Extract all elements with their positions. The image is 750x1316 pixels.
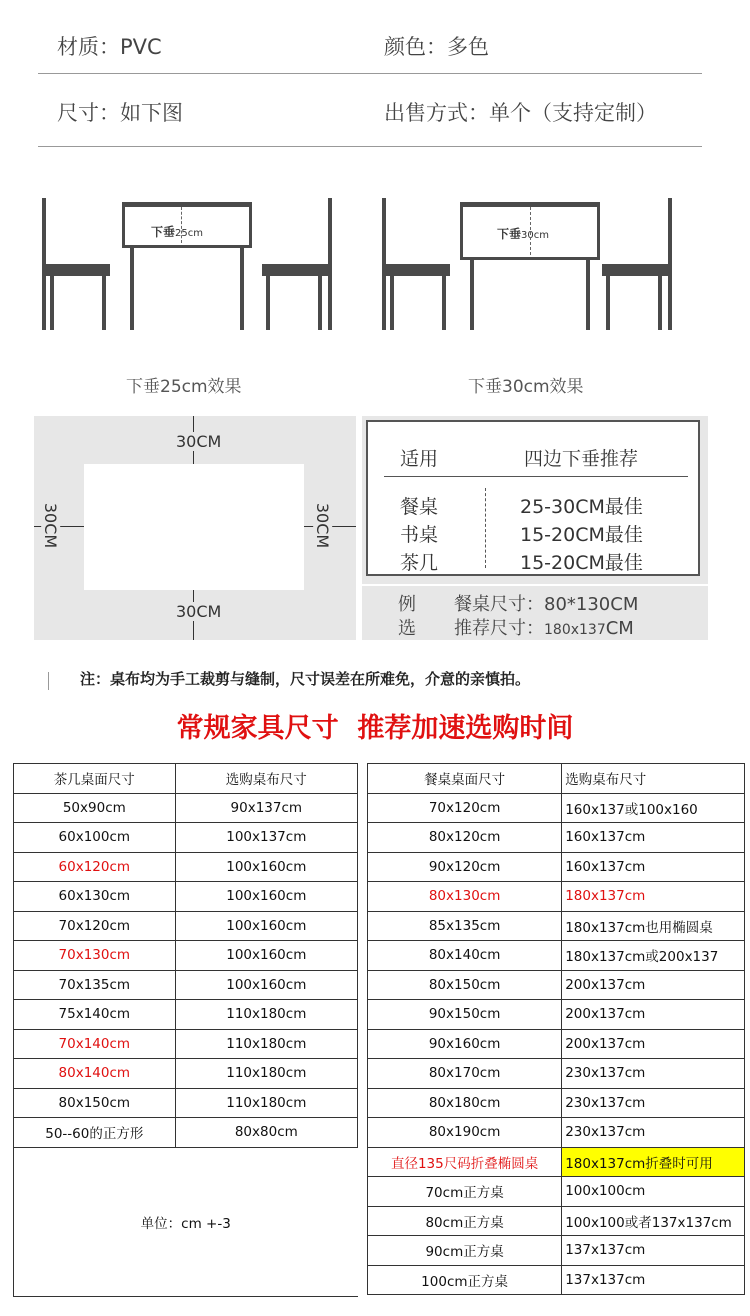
chair-left-seat [382,264,450,276]
table-row [14,1088,358,1118]
table-cell-size: 85x135cm [368,911,562,941]
drop-value: 25cm [175,228,203,239]
table-cell-size: 80x120cm [368,823,562,853]
table-row [368,941,745,971]
table-row [368,823,745,853]
table-cell-size: 70x120cm [14,911,176,941]
table-cell-size: 70x140cm [14,1029,176,1059]
table-row [368,1177,745,1207]
table-cell-size: 60x120cm [14,852,176,882]
recommend-header-right: 四边下垂推荐 [524,448,639,470]
drop-arrow [530,207,532,255]
table-header: 选购桌布尺寸 [562,764,745,794]
chair-right-leg [658,276,662,330]
table-cell-size: 90x120cm [368,852,562,882]
drop-diagram-25 [36,190,336,340]
table-row [368,882,745,912]
drop-caption: 下垂25cm效果 [126,377,242,397]
table-cell-cloth: 230x137cm [562,1118,745,1148]
unit-note: 单位：cm +-3 [14,1147,358,1296]
table-cell-size: 80x150cm [368,970,562,1000]
table-leg [470,260,474,330]
table-cell-size: 80x140cm [368,941,562,971]
recommend-type: 茶几 [400,552,439,574]
table-row [368,1059,745,1089]
margin-right-label: 30CM [313,502,333,549]
table-row [14,1059,358,1089]
note: 注：桌布均为手工裁剪与缝制，尺寸误差在所难免，介意的亲慎拍。 [80,670,531,688]
table-cell-cloth: 100x160cm [175,941,357,971]
recommend-box [366,420,700,576]
table-cell-cloth: 160x137cm [562,852,745,882]
table-cell-cloth: 180x137cm或200x137 [562,941,745,971]
table-cell-cloth: 200x137cm [562,970,745,1000]
table-cell-size: 60x100cm [14,823,176,853]
table-row [368,1206,745,1236]
table-cell-size: 90x150cm [368,1000,562,1030]
recommend-value: 25-30CM最佳 [520,496,643,518]
recommend-type: 餐桌 [400,496,439,518]
table-row [368,1118,745,1148]
table-cell-cloth: 180x137cm [562,882,745,912]
table-cell-cloth: 200x137cm [562,1000,745,1030]
table-row [368,1000,745,1030]
table-header: 选购桌布尺寸 [175,764,357,794]
tablecloth [122,202,252,248]
table-cell-size: 90x160cm [368,1029,562,1059]
table-row [14,852,358,882]
margin-diagram [34,416,356,640]
chair-right-leg [266,276,270,330]
table-cell-cloth: 100x100cm [562,1177,745,1207]
recommend-header-line [384,476,688,477]
example-recommend [454,614,634,640]
coffee-table-size-table [13,763,358,1297]
table-cell-size: 80x150cm [14,1088,176,1118]
table-leg [586,260,590,330]
margin-top-label: 30CM [176,432,222,451]
example-recommend-prefix: 推荐尺寸： [454,618,544,639]
spec-color: 颜色：多色 [384,35,489,59]
table-cell-cloth: 137x137cm [562,1236,745,1266]
drop-label: 下垂 [151,225,176,239]
table-cell-cloth: 110x180cm [175,1000,357,1030]
table-row [14,1000,358,1030]
table-row [14,970,358,1000]
table-cell-size: 60x130cm [14,882,176,912]
section-title: 常规家具尺寸 推荐加速选购时间 [176,713,574,744]
example-label: 选 [398,618,416,639]
table-cell-cloth: 100x160cm [175,882,357,912]
drop-diagram-30 [376,190,676,340]
recommend-type: 书桌 [400,524,439,546]
table-row [14,1118,358,1148]
example-recommend-unit: CM [605,618,634,639]
chair-right-seat [262,264,332,276]
table-cell-size: 70x130cm [14,941,176,971]
note-marker [48,672,49,690]
table-leg [130,248,134,330]
table-cell-cloth: 80x80cm [175,1118,357,1148]
example-panel [362,586,708,640]
recommend-header-left: 适用 [400,448,439,470]
table-cell-size: 80x170cm [368,1059,562,1089]
recommend-panel [362,416,708,584]
drop-arrow [181,207,183,243]
table-cell-cloth: 160x137或100x160 [562,793,745,823]
table-cell-cloth: 100x100或者137x137cm [562,1206,745,1236]
table-cell-size: 70x135cm [14,970,176,1000]
table-row [14,911,358,941]
recommend-divider [485,488,487,568]
table-leg [240,248,244,330]
table-cell-size: 80x180cm [368,1088,562,1118]
table-row [14,823,358,853]
table-row [14,941,358,971]
table-cell-size: 90cm正方桌 [368,1236,562,1266]
chair-left-leg [50,276,54,330]
table-row [368,1147,745,1177]
chair-right-seat [602,264,672,276]
chair-right-leg [606,276,610,330]
spec-sale: 出售方式：单个（支持定制） [384,101,657,125]
table-cell-size: 70cm正方桌 [368,1177,562,1207]
chair-left-leg [102,276,106,330]
example-table-size: 餐桌尺寸：80*130CM [454,594,639,615]
table-row [14,793,358,823]
chair-left-leg [442,276,446,330]
table-header-row [14,764,358,794]
table-cell-cloth: 137x137cm [562,1265,745,1295]
table-row [368,852,745,882]
table-cell-size: 100cm正方桌 [368,1265,562,1295]
example-recommend-num: 180x137 [544,622,606,638]
dining-table-size-table [367,763,745,1295]
table-cell-size: 80x130cm [368,882,562,912]
table-row [14,1029,358,1059]
divider [38,73,702,74]
spec-material: 材质：PVC [57,35,162,59]
table-cell-cloth: 100x137cm [175,823,357,853]
table-cell-size: 50--60的正方形 [14,1118,176,1148]
table-cell-cloth: 180x137cm折叠时可用 [562,1147,745,1177]
table-row [368,1029,745,1059]
table-row [14,882,358,912]
table-cell-size: 70x120cm [368,793,562,823]
margin-left-label: 30CM [41,502,61,549]
divider [38,146,702,147]
table-row [368,911,745,941]
table-cell-size: 直径135尺码折叠椭圆桌 [368,1147,562,1177]
table-cell-cloth: 110x180cm [175,1088,357,1118]
table-top-area [84,464,304,590]
table-header: 茶几桌面尺寸 [14,764,176,794]
table-cell-cloth: 100x160cm [175,911,357,941]
drop-label: 下垂 [497,227,522,241]
table-header-row [368,764,745,794]
table-cell-size: 75x140cm [14,1000,176,1030]
table-row [368,1236,745,1266]
table-cell-cloth: 100x160cm [175,970,357,1000]
chair-left-seat [42,264,110,276]
table-cell-size: 80x140cm [14,1059,176,1089]
table-cell-size: 50x90cm [14,793,176,823]
table-cell-size: 80x190cm [368,1118,562,1148]
table-cell-cloth: 180x137cm也用椭圆桌 [562,911,745,941]
table-cell-cloth: 90x137cm [175,793,357,823]
table-row [368,1265,745,1295]
chair-left-leg [390,276,394,330]
table-cell-cloth: 160x137cm [562,823,745,853]
table-row [14,1147,358,1296]
example-label: 例 [398,594,416,615]
drop-caption: 下垂30cm效果 [468,377,584,397]
table-cell-cloth: 230x137cm [562,1059,745,1089]
table-row [368,1088,745,1118]
chair-right-leg [318,276,322,330]
recommend-value: 15-20CM最佳 [520,552,643,574]
drop-value: 30cm [521,230,549,241]
table-row [368,793,745,823]
table-cell-cloth: 200x137cm [562,1029,745,1059]
table-cell-cloth: 110x180cm [175,1029,357,1059]
table-header: 餐桌桌面尺寸 [368,764,562,794]
table-cell-cloth: 100x160cm [175,852,357,882]
table-cell-cloth: 110x180cm [175,1059,357,1089]
margin-bottom-label: 30CM [176,602,222,621]
spec-size: 尺寸：如下图 [57,101,183,125]
table-row [368,970,745,1000]
table-cell-size: 80cm正方桌 [368,1206,562,1236]
table-cell-cloth: 230x137cm [562,1088,745,1118]
recommend-value: 15-20CM最佳 [520,524,643,546]
